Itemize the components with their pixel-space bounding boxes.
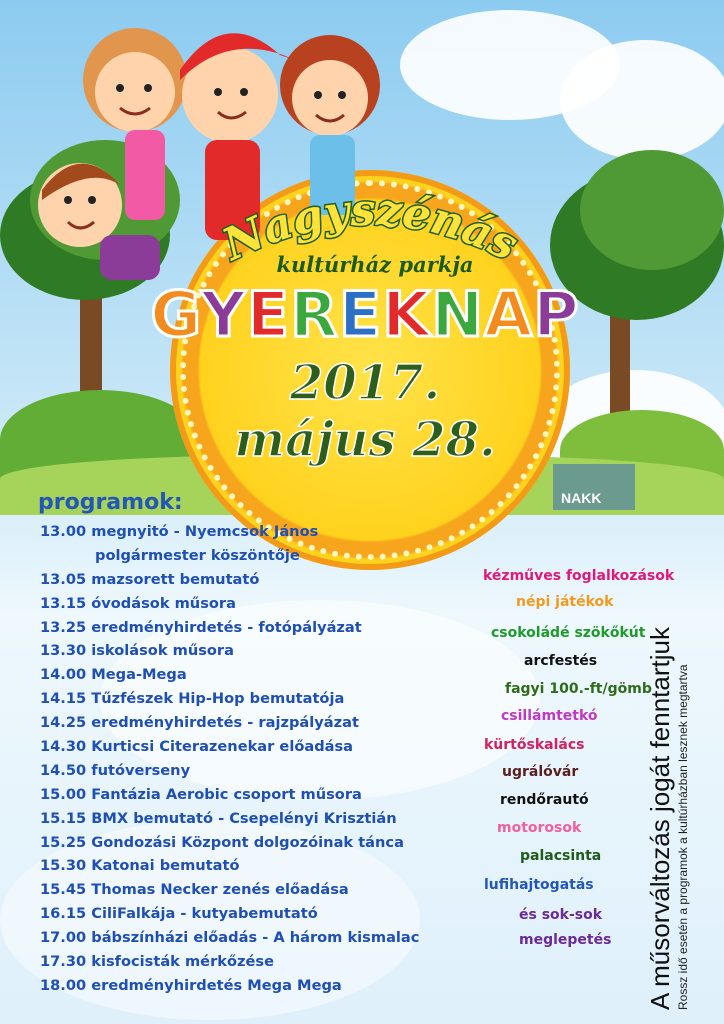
feature-item: ugrálóvár xyxy=(502,764,579,780)
program-item: 14.25 eredményhirdetés - rajzpályázat xyxy=(40,714,359,732)
title-letter: K xyxy=(382,278,432,351)
feature-item: és sok-sok xyxy=(519,907,603,923)
notice-main: A műsorváltozás jogát fenntartjuk xyxy=(645,627,675,1010)
town-name: Nagyszénás xyxy=(215,184,526,271)
nakk-logo-text: NAKK xyxy=(561,490,602,506)
program-item: 13.25 eredményhirdetés - fotópályázat xyxy=(40,618,362,636)
notice xyxy=(645,627,690,1010)
feature-item: rendőrautó xyxy=(500,792,589,808)
program-item: 15.45 Thomas Necker zenés előadása xyxy=(40,881,349,899)
event-date: május 28. xyxy=(234,412,496,468)
title-letter: A xyxy=(484,278,534,351)
title-letter: E xyxy=(338,278,383,351)
program-item: 14.50 futóverseny xyxy=(40,761,191,779)
nakk-logo xyxy=(553,464,635,510)
feature-item: motorosok xyxy=(497,820,582,836)
program-item: 13.15 óvodások műsora xyxy=(40,594,236,612)
tree xyxy=(580,150,724,270)
title-letter: E xyxy=(246,278,291,351)
venue-subtitle: kultúrház parkja xyxy=(276,252,474,277)
feature-item: arcfestés xyxy=(524,653,598,669)
title-letter: Y xyxy=(200,278,247,351)
program-item: 13.00 megnyitó - Nyemcsok János xyxy=(40,523,319,540)
feature-item: népi játékok xyxy=(516,594,614,610)
programs-heading: programok: xyxy=(38,490,183,515)
feature-item: kürtőskalács xyxy=(484,737,585,753)
feature-item: csillámtetkó xyxy=(501,708,598,724)
program-item: 17.30 kisfocisták mérkőzése xyxy=(40,953,274,971)
program-item: 13.30 iskolások műsora xyxy=(40,642,234,660)
title-letter: G xyxy=(150,278,201,351)
title-letter: N xyxy=(431,278,485,351)
program-item: 15.25 Gondozási Központ dolgozóinak tánca xyxy=(40,833,404,851)
feature-item: palacsinta xyxy=(520,848,602,864)
program-item: 17.00 bábszínházi előadás - A három kismalac xyxy=(40,929,420,947)
program-item: polgármester köszöntője xyxy=(95,546,300,564)
program-item: 16.15 CiliFalkája - kutyabemutató xyxy=(40,905,318,923)
title-letter: P xyxy=(533,278,580,351)
feature-item: lufihajtogatás xyxy=(484,877,594,893)
program-list xyxy=(40,520,419,998)
program-item: 15.30 Katonai bemutató xyxy=(40,857,240,875)
notice-sub: Rossz idő esetén a programok a kultúrházban lesznek megtartva xyxy=(676,664,690,1010)
event-title xyxy=(85,278,645,351)
program-item: 15.00 Fantázia Aerobic csoport műsora xyxy=(40,785,362,803)
feature-item: meglepetés xyxy=(519,932,612,948)
event-year: 2017. xyxy=(289,355,441,411)
program-item: 15.15 BMX bemutató - Csepelényi Krisztián xyxy=(40,809,397,827)
feature-item: fagyi 100.-ft/gömb xyxy=(505,681,652,697)
program-item: 14.00 Mega-Mega xyxy=(40,666,187,684)
feature-item: kézműves foglalkozások xyxy=(483,568,675,584)
feature-item: csokoládé szökőkút xyxy=(491,625,646,641)
program-item: 18.00 eredményhirdetés Mega Mega xyxy=(40,976,342,994)
title-letter: R xyxy=(290,278,339,351)
cloud xyxy=(560,40,724,160)
program-item: 14.15 Tűzfészek Hip-Hop bemutatója xyxy=(40,690,345,708)
program-item: 14.30 Kurticsi Citerazenekar előadása xyxy=(40,738,354,756)
program-item: 13.05 mazsorett bemutató xyxy=(40,570,260,588)
